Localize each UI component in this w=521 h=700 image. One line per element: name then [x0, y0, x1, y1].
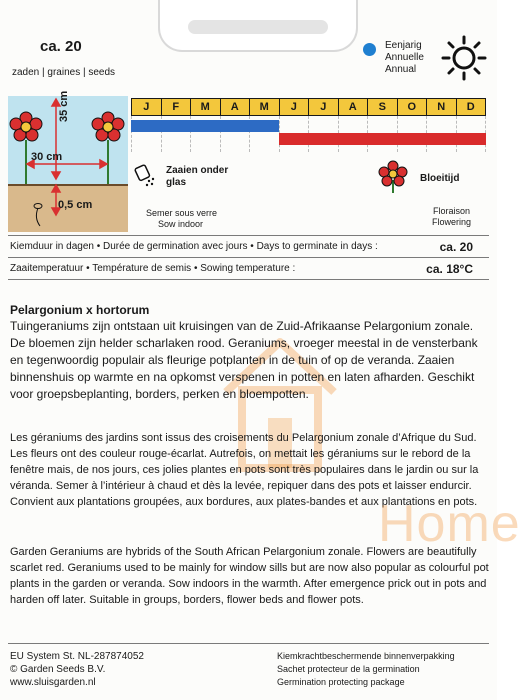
- flower-icon: [376, 160, 410, 194]
- sow-label: Zaaien onder glas: [166, 165, 229, 188]
- divider: [8, 279, 489, 280]
- website-link[interactable]: www.sluisgarden.nl: [10, 677, 96, 688]
- month-cell: N: [427, 98, 457, 116]
- temperature-label: Zaaitemperatuur • Température de semis • Sowing temperature :: [10, 263, 296, 274]
- month-header: [131, 98, 486, 116]
- bloom-sub-fr: Floraison: [433, 206, 471, 216]
- sow-period-bar: [131, 120, 279, 132]
- month-cell: O: [398, 98, 428, 116]
- flower-left-icon: [10, 112, 42, 184]
- germination-value: ca. 20: [439, 240, 473, 254]
- height-label: 35 cm: [58, 90, 70, 122]
- month-cell: F: [162, 98, 192, 116]
- eu-system-code: EU System St. NL-287874052: [10, 651, 144, 662]
- month-cell: J: [309, 98, 339, 116]
- month-cell: A: [221, 98, 251, 116]
- watermark-text: Home: [378, 495, 521, 553]
- bloom-sub-en: Flowering: [432, 217, 472, 227]
- hang-slot: [188, 20, 328, 34]
- germination-label: Kiemduur in dagen • Durée de germination avec jours • Days to germinate in days :: [10, 241, 378, 252]
- footer-left: [10, 650, 144, 689]
- annual-en: Annual: [385, 64, 417, 75]
- sow-sub-en: Sow indoor: [158, 219, 204, 229]
- package-en: Germination protecting package: [277, 677, 405, 687]
- bloom-period-bar: [279, 133, 486, 145]
- description-french: Les géraniums des jardins sont issus des croisements du Pelargonium zonale d’Afrique du Sud. Les fleurs ont des couleur rouge-écarlat. Autrefois, on mettait les géraniums sur le rebord de la fenêtre mais, de nos jours, ces jolies plantes en pots sont très populaires dans le jardin ou sur la véranda. Semer à l’intérieur à chaud et dès la levée, repiquer dans des pots et laisser endurcir. Convient aux plantations groupées, aux bordures, aux plates-bandes et aux plantations en pots.: [10, 432, 479, 508]
- month-cell: S: [368, 98, 398, 116]
- bloom-label: Bloeitijd: [420, 173, 460, 184]
- flower-right-icon: [92, 112, 124, 184]
- package-fr: Sachet protecteur de la germination: [277, 664, 420, 674]
- copyright: © Garden Seeds B.V.: [10, 664, 106, 675]
- temperature-value: ca. 18°C: [426, 262, 473, 276]
- annual-label: [385, 40, 424, 76]
- month-cell: D: [457, 98, 487, 116]
- month-cell: J: [280, 98, 310, 116]
- sow-sublabel: [146, 208, 217, 230]
- watering-can-icon: [133, 163, 159, 189]
- bloom-sublabel: [432, 206, 471, 228]
- divider: [8, 235, 489, 236]
- description-english: Garden Geraniums are hybrids of the South African Pelargonium zonale. Flowers are beautifully scarlet red. Geraniums used to be mainly for window sills but are now also popular as colourful pot plants in the garden or veranda. Sow indoors in the warmth. After emergence prick out in pots and harden off later. Suitable in groups, borders, flower beds and flower pots.: [10, 546, 489, 606]
- sun-icon: [440, 34, 488, 82]
- package-nl: Kiemkrachtbeschermende binnenverpakking: [277, 651, 455, 661]
- month-cell: J: [131, 98, 162, 116]
- annual-fr: Annuelle: [385, 52, 424, 63]
- month-cell: A: [339, 98, 369, 116]
- spacing-label: 30 cm: [31, 151, 63, 163]
- sow-sub-fr: Semer sous verre: [146, 208, 218, 218]
- seed-icon: [34, 204, 42, 227]
- annual-nl: Eenjarig: [385, 40, 422, 51]
- seed-count: ca. 20: [40, 38, 82, 55]
- divider: [8, 257, 489, 258]
- species-title: Pelargonium x hortorum: [10, 303, 150, 317]
- seed-units: zaden | graines | seeds: [12, 67, 116, 78]
- depth-label: 0,5 cm: [58, 199, 93, 211]
- annual-dot: [363, 43, 376, 56]
- month-cell: M: [191, 98, 221, 116]
- footer-right: [277, 650, 455, 689]
- description-dutch: Tuingeraniums zijn ontstaan uit kruisingen van de Zuid-Afrikaanse Pelargonium zonale. De bloemen zijn helder scharlaken rood. Geraniums, vroeger meestal in de vensterbank en tegenwoordig populair als fleurige potplanten in de tuin of op de veranda. Zaaien binnenshuis op warmte en na opkomst verspenen in potten en laten afharden. Geschikt voor groepsbeplanting, borders, perken en bloempotten.: [10, 319, 478, 401]
- month-cell: M: [250, 98, 280, 116]
- divider: [8, 643, 489, 644]
